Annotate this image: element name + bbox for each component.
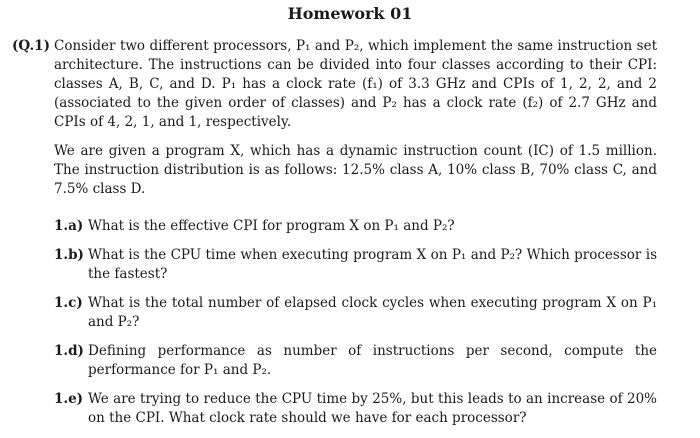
question-label: (Q.1) [12, 38, 50, 54]
subquestion-text: We are trying to reduce the CPU time by 25%, but this leads to an increase of 20% on the CPI. What clock rate should we have for each processor? [88, 391, 657, 426]
subquestion-1d [54, 342, 657, 380]
subquestion-1b [54, 246, 657, 284]
question-block [12, 37, 657, 438]
subquestion-1c [54, 294, 657, 332]
question-paragraph-2: We are given a program X, which has a dynamic instruction count (IC) of 1.5 million. The instruction distribution is as follows: 12.5% class A, 10% class B, 70% class C, and 7.5% class D. [54, 143, 657, 197]
subquestion-text: Defining performance as number of instructions per second, compute the performance for P₁ and P₂. [88, 343, 657, 378]
subquestion-label: 1.d) [54, 343, 84, 359]
subquestion-1a [54, 217, 657, 236]
subquestion-label: 1.c) [54, 295, 83, 311]
question-paragraph-1: Consider two different processors, P₁ and P₂, which implement the same instruction set architecture. The instructions can be divided into four classes according to their CPI: classes A, B, C, and D. P₁ has a clock rate (f₁) of 3.3 GHz and CPIs of 1, 2, 2, and 2 (associated to the given order of classes) and P₂ has a clock rate (f₂) of 2.7 GHz and CPIs of 4, 2, 1, and 1, respectively. [54, 38, 657, 130]
subquestion-label: 1.b) [54, 247, 84, 263]
subquestion-text: What is the effective CPI for program X on P₁ and P₂? [88, 218, 455, 234]
subquestion-label: 1.e) [54, 391, 84, 407]
subquestion-text: What is the total number of elapsed clock cycles when executing program X on P₁ and P₂? [88, 295, 657, 330]
subquestion-list [54, 217, 657, 428]
subquestion-1e [54, 390, 657, 428]
subquestion-label: 1.a) [54, 218, 84, 234]
subquestion-text: What is the CPU time when executing program X on P₁ and P₂? Which processor is the fastest? [88, 247, 657, 282]
page-title: Homework 01 [287, 4, 413, 23]
